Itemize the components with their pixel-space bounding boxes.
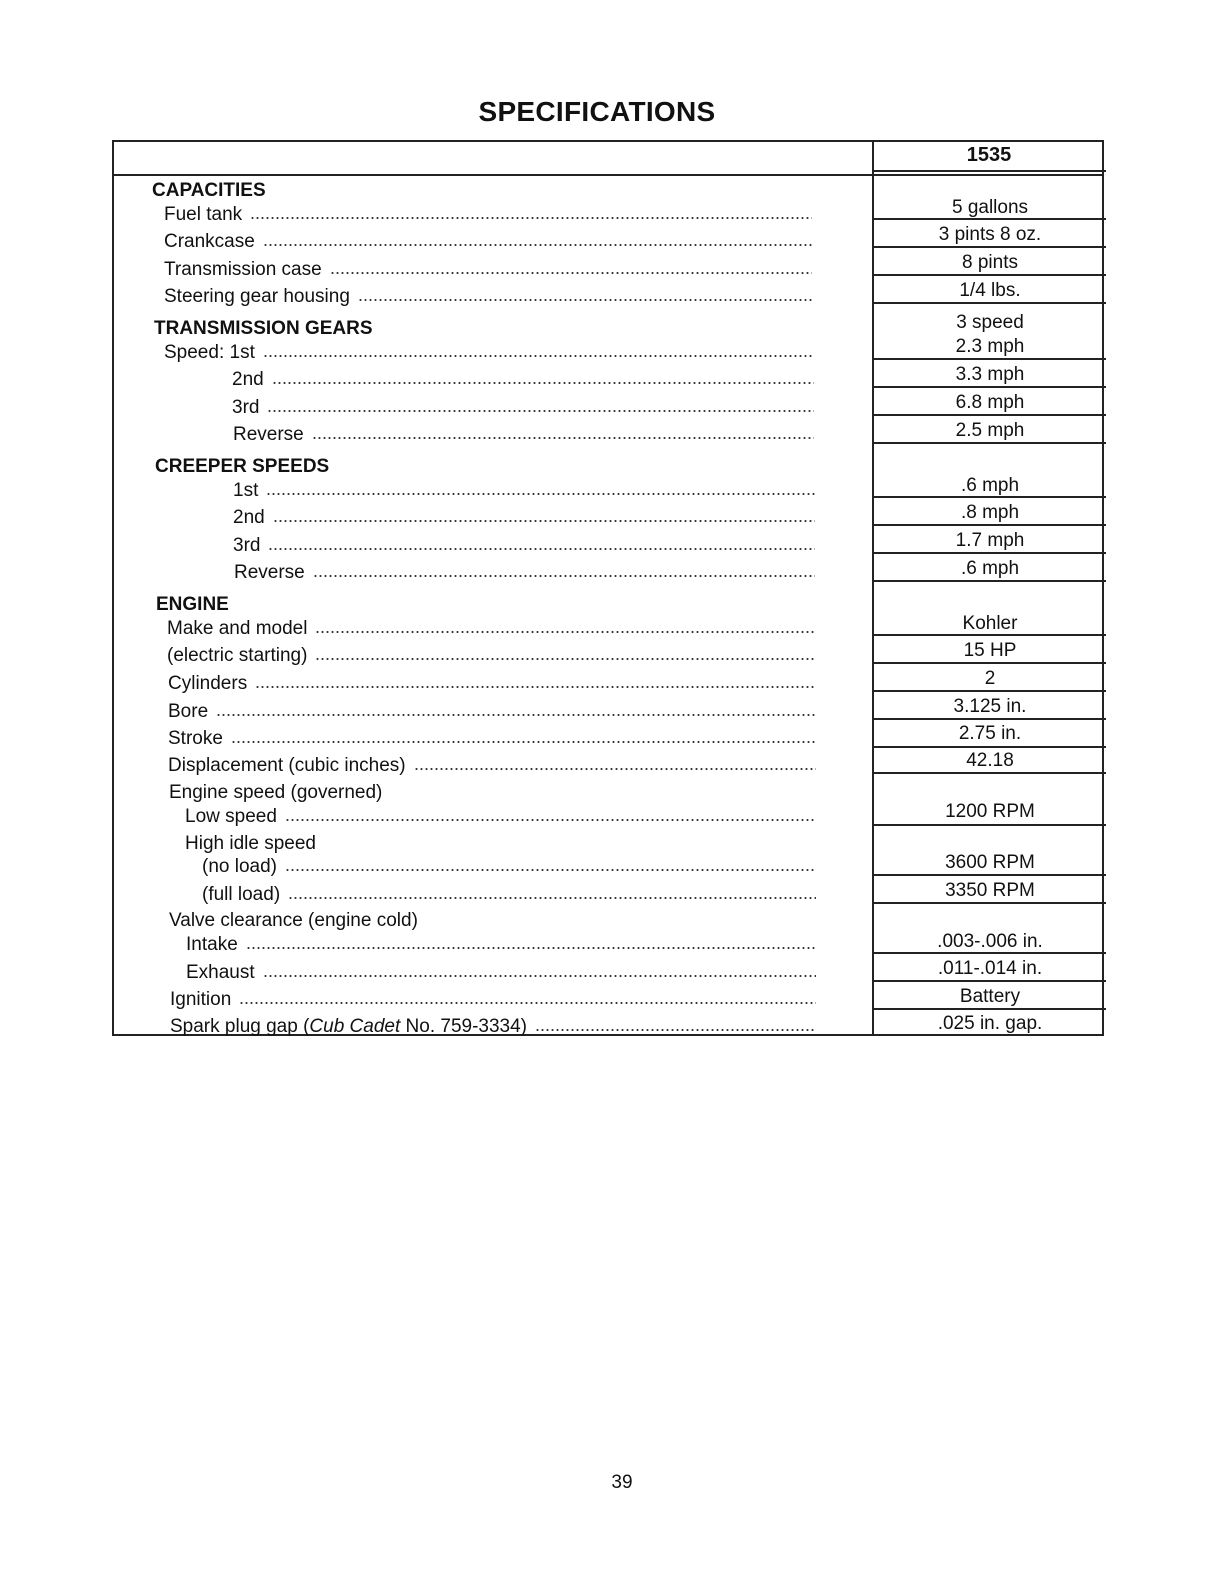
row-valve-clearance-heading: Valve clearance (engine cold): [169, 910, 418, 931]
section-creeper-speeds: CREEPER SPEEDS: [155, 456, 330, 477]
row-trans-3rd: 3rd: [232, 397, 814, 419]
row-displacement: Displacement (cubic inches): [168, 755, 816, 777]
row-trans-2nd: 2nd: [232, 369, 814, 391]
row-full-load: (full load): [202, 884, 816, 906]
row-cylinders: Cylinders: [168, 673, 816, 695]
value-intake: .003-.006 in.: [937, 931, 1043, 952]
row-make-model: Make and model: [167, 618, 816, 640]
value-creeper-2nd: .8 mph: [960, 502, 1020, 523]
row-electric-starting: (electric starting): [167, 645, 816, 667]
row-creeper-2nd: 2nd: [233, 507, 815, 529]
model-column-header: 1535: [966, 144, 1012, 166]
row-no-load: (no load): [202, 856, 816, 878]
specifications-table: [112, 140, 1104, 1036]
row-creeper-reverse: Reverse: [234, 562, 815, 584]
value-displacement: 42.18: [966, 750, 1014, 771]
value-trans-2nd: 3.3 mph: [955, 364, 1025, 385]
value-trans-3rd: 6.8 mph: [955, 392, 1025, 413]
row-high-idle-heading: High idle speed: [185, 833, 316, 854]
value-steering-gear-housing: 1/4 lbs.: [959, 280, 1021, 301]
page-number: 39: [611, 1472, 633, 1493]
value-full-load: 3350 RPM: [945, 880, 1035, 901]
section-engine: ENGINE: [156, 594, 229, 615]
value-make-model: Kohler: [962, 613, 1018, 634]
row-creeper-3rd: 3rd: [233, 535, 815, 557]
value-trans-reverse: 2.5 mph: [955, 420, 1025, 441]
value-low-speed: 1200 RPM: [945, 801, 1035, 822]
row-low-speed: Low speed: [185, 806, 816, 828]
row-speed-1st: Speed: 1st: [164, 342, 814, 364]
row-transmission-case: Transmission case: [164, 259, 812, 281]
value-bore: 3.125 in.: [953, 696, 1027, 717]
row-bore: Bore: [168, 701, 816, 723]
value-stroke: 2.75 in.: [958, 723, 1022, 744]
value-exhaust: .011-.014 in.: [937, 958, 1043, 979]
row-creeper-1st: 1st: [233, 480, 815, 502]
value-ignition: Battery: [959, 986, 1021, 1007]
value-creeper-reverse: .6 mph: [960, 558, 1020, 579]
value-fuel-tank: 5 gallons: [951, 197, 1029, 218]
value-creeper-1st: .6 mph: [960, 475, 1020, 496]
row-steering-gear-housing: Steering gear housing: [164, 286, 812, 308]
page-title: SPECIFICATIONS: [478, 96, 716, 127]
value-electric-starting: 15 HP: [963, 640, 1017, 661]
value-spark-plug-gap: .025 in. gap.: [937, 1013, 1043, 1034]
row-ignition: Ignition: [170, 989, 816, 1011]
value-transmission-gears: 3 speed: [956, 312, 1024, 333]
section-transmission-gears: TRANSMISSION GEARS: [154, 318, 373, 339]
value-crankcase: 3 pints 8 oz.: [938, 224, 1042, 245]
value-no-load: 3600 RPM: [945, 852, 1035, 873]
value-speed-1st: 2.3 mph: [955, 336, 1025, 357]
row-intake: Intake: [186, 934, 816, 956]
row-stroke: Stroke: [168, 728, 816, 750]
row-fuel-tank: Fuel tank: [164, 204, 812, 226]
value-transmission-case: 8 pints: [962, 252, 1018, 273]
row-exhaust: Exhaust: [186, 962, 816, 984]
row-trans-reverse: Reverse: [233, 424, 814, 446]
value-creeper-3rd: 1.7 mph: [955, 530, 1025, 551]
section-capacities: CAPACITIES: [152, 180, 266, 201]
row-spark-plug-gap: Spark plug gap (Cub Cadet No. 759-3334): [170, 1016, 816, 1038]
value-cylinders: 2: [984, 668, 996, 689]
row-crankcase: Crankcase: [164, 231, 812, 253]
row-engine-speed-heading: Engine speed (governed): [169, 782, 383, 803]
